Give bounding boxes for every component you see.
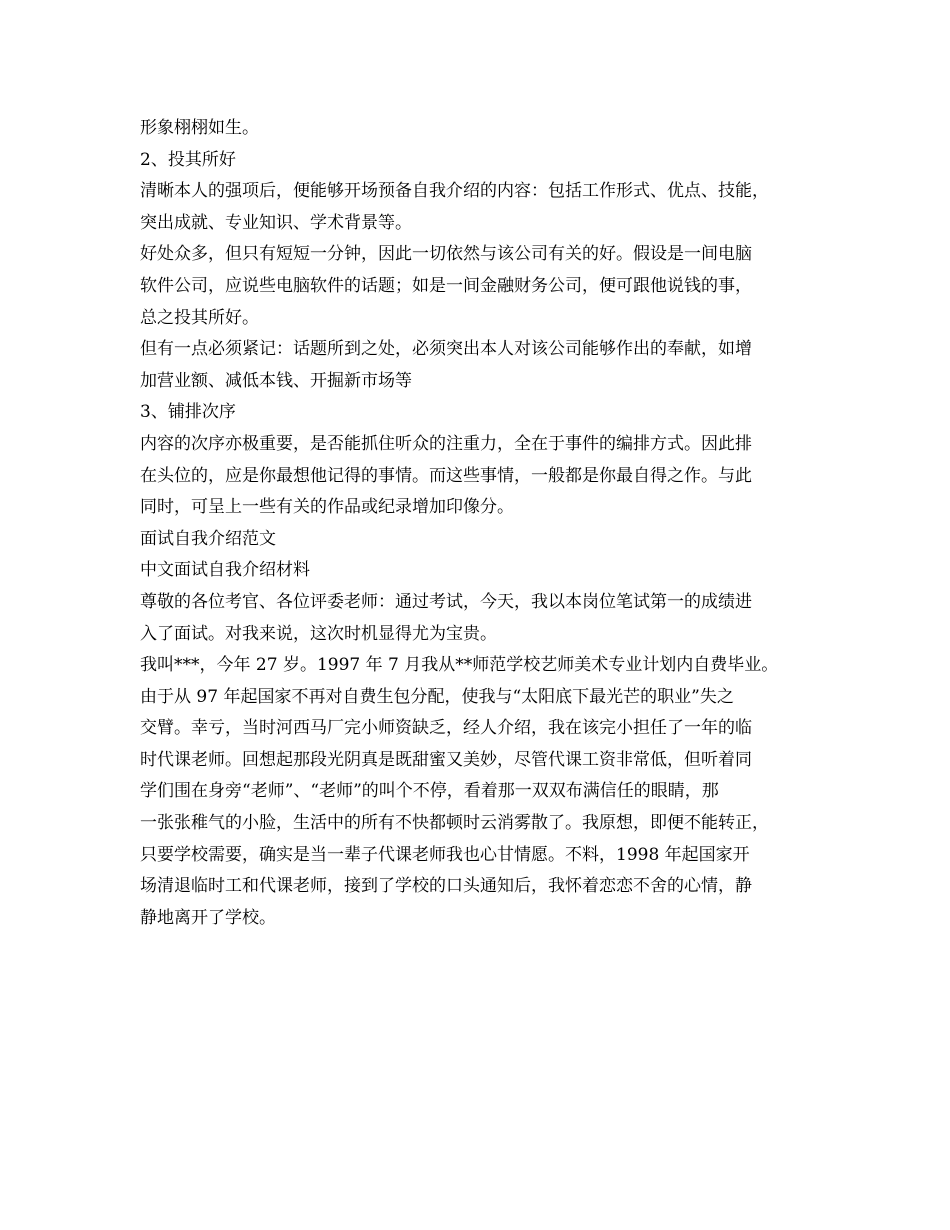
text-line: 总之投其所好。 bbox=[140, 307, 259, 328]
text-line: 时代课老师。回想起那段光阴真是既甜蜜又美妙，尽管代课工资非常低，但听着同 bbox=[140, 749, 752, 770]
text-line: 一张张稚气的小脸，生活中的所有不快都顿时云消雾散了。我原想，即便不能转正， bbox=[140, 813, 769, 834]
section-heading: 3、铺排次序 bbox=[140, 402, 236, 423]
text-line: 由于从 97 年起国家不再对自费生包分配，使我与“太阳底下最光芒的职业”失之 bbox=[140, 686, 734, 707]
section-heading: 中文面试自我介绍材料 bbox=[140, 560, 310, 581]
text-line: 突出成就、专业知识、学术背景等。 bbox=[140, 212, 412, 233]
section-heading: 2、投其所好 bbox=[140, 149, 236, 170]
text-line: 学们围在身旁“老师”、“老师”的叫个不停，看着那一双双布满信任的眼睛，那 bbox=[140, 781, 719, 802]
text-line: 同时，可呈上一些有关的作品或纪录增加印像分。 bbox=[140, 497, 514, 518]
document-body bbox=[140, 113, 820, 934]
text-line: 内容的次序亦极重要，是否能抓住听众的注重力，全在于事件的编排方式。因此排 bbox=[140, 433, 752, 454]
text-line: 场清退临时工和代课老师，接到了学校的口头通知后，我怀着恋恋不舍的心情，静 bbox=[140, 876, 752, 897]
section-heading: 面试自我介绍范文 bbox=[140, 528, 276, 549]
text-line: 软件公司，应说些电脑软件的话题；如是一间金融财务公司，便可跟他说钱的事， bbox=[140, 275, 752, 296]
text-line: 我叫***，今年 27 岁。1997 年 7 月我从**师范学校艺师美术专业计划内自费毕业。 bbox=[140, 655, 779, 676]
text-line: 静地离开了学校。 bbox=[140, 907, 276, 928]
text-line: 形象栩栩如生。 bbox=[140, 118, 259, 138]
text-line: 尊敬的各位考官、各位评委老师：通过考试，今天，我以本岗位笔试第一的成绩进 bbox=[140, 591, 752, 612]
text-line: 交臂。幸亏，当时河西马厂完小师资缺乏，经人介绍，我在该完小担任了一年的临 bbox=[140, 718, 752, 739]
text-line: 但有一点必须紧记：话题所到之处，必须突出本人对该公司能够作出的奉献，如增 bbox=[140, 339, 752, 360]
text-line: 加营业额、减低本钱、开掘新市场等 bbox=[140, 370, 412, 391]
text-line: 在头位的，应是你最想他记得的事情。而这些事情，一般都是你最自得之作。与此 bbox=[140, 465, 752, 486]
text-line: 清晰本人的强项后，便能够开场预备自我介绍的内容：包括工作形式、优点、技能， bbox=[140, 181, 769, 202]
text-line: 好处众多，但只有短短一分钟，因此一切依然与该公司有关的好。假设是一间电脑 bbox=[140, 244, 752, 265]
text-line: 只要学校需要，确实是当一辈子代课老师我也心甘情愿。不料，1998 年起国家开 bbox=[140, 844, 750, 865]
text-line: 入了面试。对我来说，这次时机显得尤为宝贵。 bbox=[140, 623, 497, 644]
